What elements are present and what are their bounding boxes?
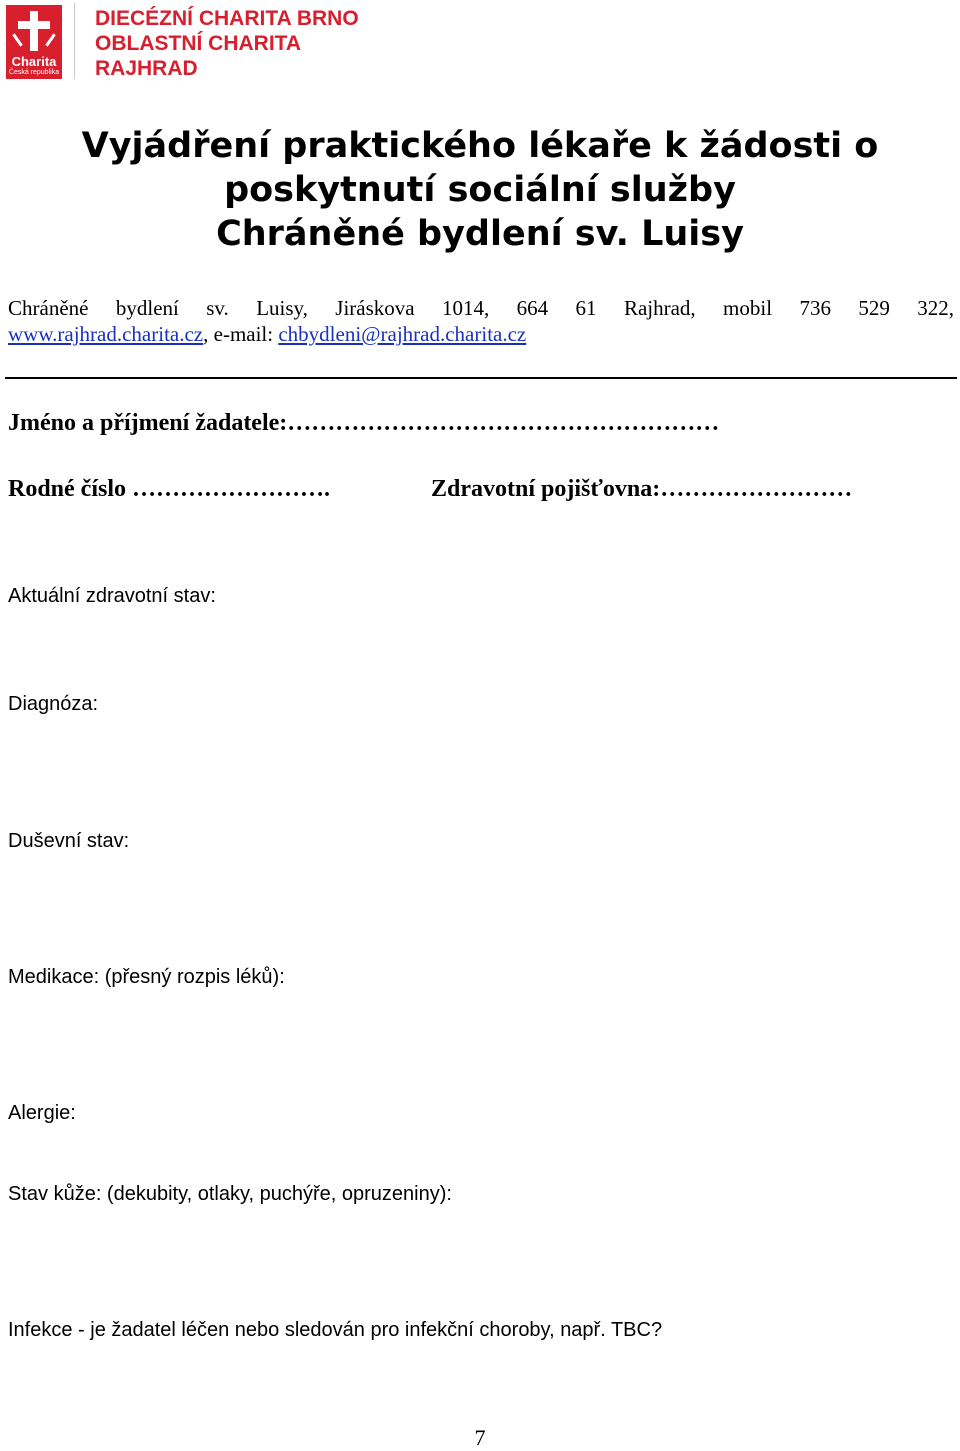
diagnosis-label: Diagnóza: — [8, 693, 99, 715]
logo-word: Charita — [11, 54, 57, 69]
logo-sub: Česká republika — [8, 69, 60, 76]
contact-info — [8, 295, 954, 347]
infection-label: Infekce - je žadatel léčen nebo sledován pro infekční choroby, např. TBC? — [8, 1319, 663, 1341]
email-prefix: , e-mail: — [203, 322, 279, 346]
logo-divider — [74, 3, 75, 79]
web-link[interactable]: www.rajhrad.charita.cz — [8, 322, 204, 346]
title-line-2: poskytnutí sociální služby — [224, 170, 736, 210]
page-number: 7 — [474, 1425, 486, 1450]
applicant-name-field[interactable]: Jméno a příjmení žadatele:……………………………………………… — [8, 410, 720, 436]
mental-state-label: Duševní stav: — [8, 830, 130, 852]
birth-number-field[interactable]: Rodné číslo ……………………. — [8, 476, 331, 502]
insurance-field[interactable]: Zdravotní pojišťovna:…………………… — [431, 476, 853, 502]
cross-icon — [30, 11, 38, 51]
contact-links — [8, 321, 954, 347]
health-state-label: Aktuální zdravotní stav: — [8, 585, 216, 607]
title-line-1: Vyjádření praktického lékaře k žádosti o — [81, 126, 879, 166]
skin-state-label: Stav kůže: (dekubity, otlaky, puchýře, opruzeniny): — [8, 1183, 452, 1205]
medication-label: Medikace: (přesný rozpis léků): — [8, 966, 285, 988]
org-line-3: RAJHRAD — [95, 57, 198, 80]
email-link[interactable]: chbydleni@rajhrad.charita.cz — [278, 322, 527, 346]
charita-logo — [6, 5, 62, 79]
document-title — [0, 124, 960, 256]
org-line-1: DIECÉZNÍ CHARITA BRNO — [95, 7, 359, 30]
separator-rule — [5, 377, 957, 379]
organization-name — [95, 6, 359, 81]
title-line-3: Chráněné bydlení sv. Luisy — [216, 214, 744, 254]
allergies-label: Alergie: — [8, 1102, 76, 1124]
org-line-2: OBLASTNÍ CHARITA — [95, 32, 302, 55]
contact-address: Chráněné bydlení sv. Luisy, Jiráskova 1014, 664 61 Rajhrad, mobil 736 529 322, — [8, 296, 954, 320]
